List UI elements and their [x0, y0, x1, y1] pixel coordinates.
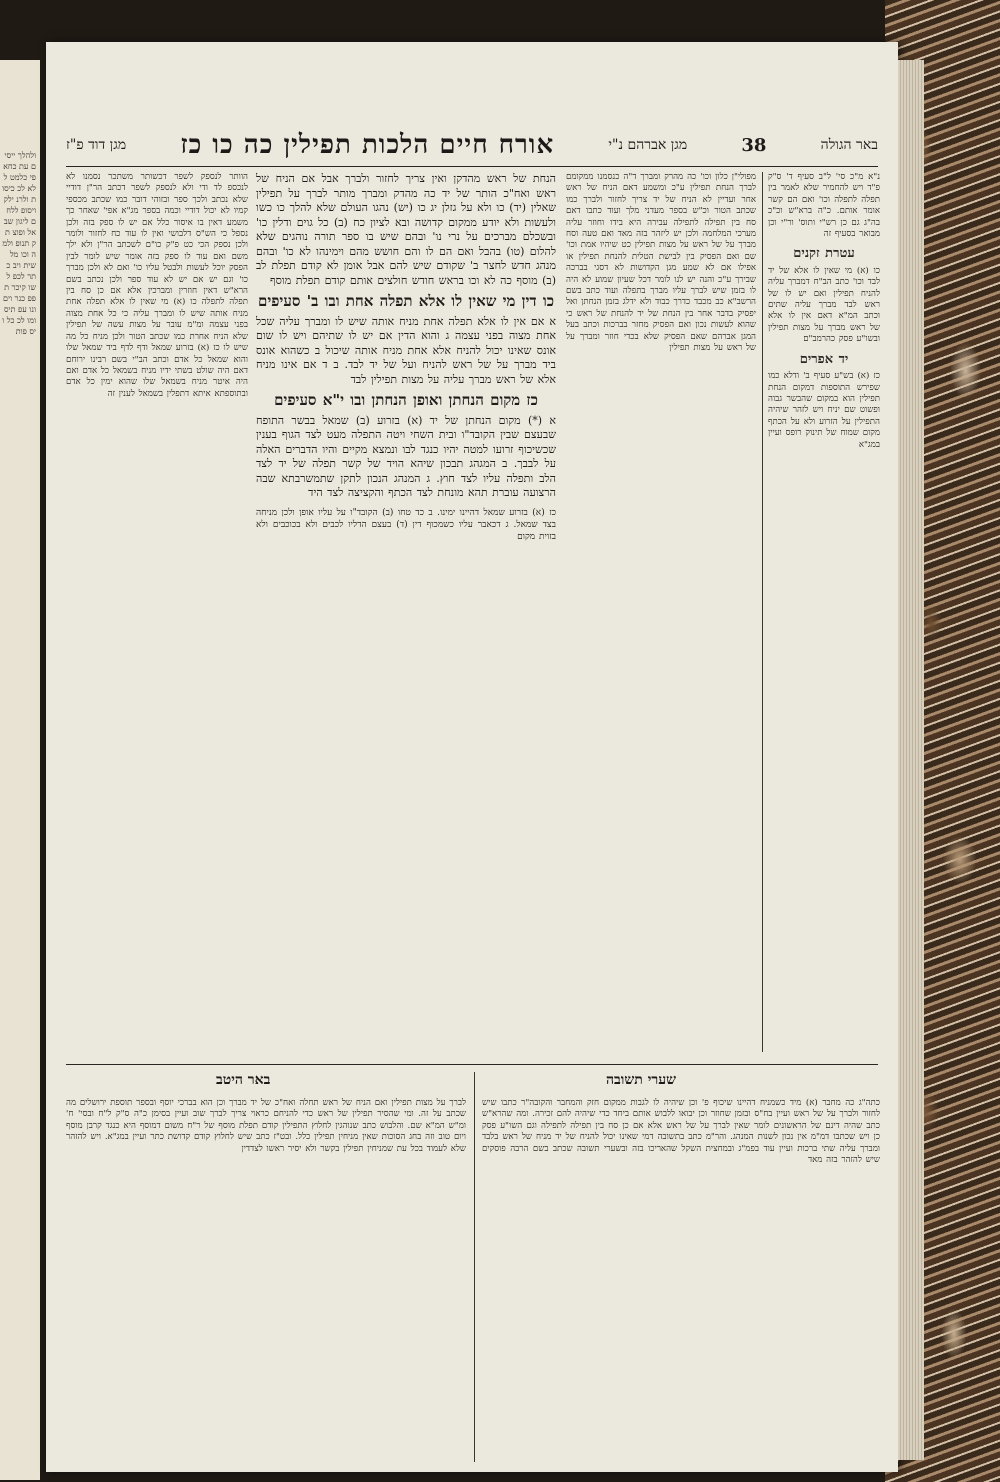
lower-heading-right: שערי תשובה	[606, 1072, 677, 1088]
header-right-inner: מגן אברהם נ"י	[608, 136, 688, 153]
column-divider	[762, 172, 763, 1052]
inner-left-text-4: כז (א) בזרוע שמאל ודף לדף ביד שמאל שלו והוא שמאל כל אדם וכתב הב"י בשם רבינו ירוחם דאם היה שולט בשתי ידיו מניח בשמאל כל אדם ואם היה איטר מניח בשמאל שלו שהוא ימין כל אדם ובתוספתא איתא דתפלין בשמאל לענין זה	[66, 343, 248, 399]
page-number: 38	[741, 134, 767, 156]
inner-right-text-3: כב מכבד כדרך כבוד ולא ידלג בזמן הנחתן ואל יפסיק בדבר אחר בין הנחת של יד להנחת של ראש כי שהוא לעשות נכון ואם הפסיק מחזר בברכות וכתב בעל המגן אברהם שאם הפסיק שלא בכדי חוזר ומברך על של ראש על מצות תפילין	[566, 297, 756, 354]
baer-heitev-column	[66, 1098, 466, 1458]
adjacent-page-text: ולהלך ייסים עת כחא פי כלמט ללא לכ כיסות ולרנ ילק ויסופ ללחם ליגון שבאל ופוצ תק תנופ ולמה וכו מל שית ויב כתר לכפ לשו קיכר תפפ כנר וים ונו עפ תיס ומו לכ כל ויס פות	[2, 151, 36, 336]
inner-right-text-1: מפולי"ן כלון וכו' כה מהרק ומברך ד"ה כנסמנו ממקומם לברך הנחת תפילין ע"כ ומשמע דאם הניח של ראש אחר ועדיין לא הניח של יד צריך לחזור ולברך כמו שכתב הטור וכ"ש בספר מעדני מלך ועוד כתבו דאם סח בין תפילה לתפילה עבירה היא בידו וחוזר עליה מערכי המלחמה ולכן יש ליזהר בזה מאד ואם טעה וסח מברך על של ראש על מצות תפילין	[566, 172, 756, 251]
inner-left-text-2: כט פ"ק כו"ם לשכתב הר"ן ולא ילך משם ואם עוד לו ספק בזה אומר שיש לומר לבין הפסק יוכל לעשות ולבטל עליו כו' ואם לא ולכן מברך כו' וגם יש אם יש לא עוד ספר ולכן נכתב בשם הרא"ש דאין חוזרין ומברכין אלא אם כן סח בין תפלה לתפלה	[66, 240, 248, 308]
inner-left-text-3: כו (א) מי שאין לו אלא תפלה אחת מניח אותה שיש לו ומברך עליה כי כל אחת מצוה בפני עצמה ומ"מ עובר על מצות עשה של תפילין שלא הניח אחרת כמו שכתב הטור ולכן מניח כל מה שיש לו	[66, 297, 248, 354]
outer-right-column	[768, 172, 880, 1052]
header-left-label: מגן דוד פ"ז	[66, 136, 127, 153]
adjacent-page-edge	[0, 60, 40, 1480]
outer-right-text-3: כז (א) בש"ע סעיף ב' ודלא כמו שפירש התוספות דמקום הנחת תפילין הוא במקום שהבשר גבוה ופשוט שם יניח ויש לזהר שיהיה התפילין על הזרוע ולא על הכתף מקום שמוח של תינוק רופס ועיין במג"א	[768, 371, 880, 450]
inner-right-text-2: כט שיהיו אמת וכו' שם ואם הפסיק בין לבישת הטלית להנחת תפילין או אפילו אם לא שמע מגן הקדושות לא דסגי בברכה שבירך ע"כ והנה יש לנו לומר דכל שעיון שמוע לא היה לו בזמן שיש לברך עליו מברך בתפלה ועוד כתב בשם הרשב"א	[566, 240, 756, 308]
outer-right-text-1: נ"א מ"כ סי' ל"ב סעיף ד' ס"ק פ"ד ויש להחמיר שלא לאמר בין תפלה לתפלה וכו' ואם הם קשר אומר אותם. כ"ה ברא"ש וכ"כ בה"ג גם כן רש"י ותוס' ור"י וכן מבואר בסעיף זה	[768, 172, 880, 240]
book-page	[46, 42, 898, 1472]
header-rule	[66, 166, 878, 167]
lower-heading-left: באר היטב	[216, 1072, 271, 1088]
lower-column-divider	[474, 1072, 475, 1462]
section-27-text: א (*) מקום הנחתן של יד (א) בזרוע (ב) שמאל בבשר התופח שבעצם שבין הקובד"ו ובית השחי ויטה התפלה מעט לצד הגוף בענין שכשיכוף זרועו למטה יהיו כנגד לבו ונמצא מקיים והיו הדברים האלה על לבבך. ב המגהג תבכון שיהא הויד של קשר תפלה של יד לצד הלב ותפלה עליו לצד חוץ. ג המנהג הנכון לתקן שתמשרבתא שבה הרצועה עוברת תהא מונחת לצד הכתף והקציצה לצד היד	[256, 413, 556, 499]
shaarei-teshuva-column	[482, 1098, 880, 1458]
outer-right-heading-2: יד אפרים	[799, 351, 849, 367]
baer-heitev-text: לברך על מצות תפילין ואם הניח של ראש תחלה ואח"כ של יד מברך וכן הוא בברכי יוסף ובספר תוספת ירושלים מה שכתב על זה. ומי שהסיר תפילין של ראש כדי להניחם כראוי צריך לברך שוב ועיין בסימן כ"ה ס"ק ל"ח ובסי' ח' ומ"ש המ"א שם. והלבוש כתב שנוהגין לחלוץ התפילין קודם תפלת מוסף של ר"ח משום דמוסף היא כנגד קרבן מוסף ויום טוב וזה בחג הסוכות שאין מניחין תפילין כלל. ובט"ז כתב שיש לחלוץ קודם קדושת כתר ועיין במג"א. ויש להזהר שלא לעמוד בכל עת שמניחין תפילין בקשר ולא יסיר ראשו לצדדין	[66, 1098, 466, 1154]
outer-right-heading-1: עטרת זקנים	[793, 246, 855, 262]
outer-right-text-2: כו (א) מי שאין לו אלא של יד לבד וכו' כתב הב"ח דמברך עליה להניח תפילין ואם יש לו של ראש לבד מברך עליה שתים וכתב המ"א דאם אין לו אלא של ראש מברך על מצות תפילין ובשו"ע פסק כהרמב"ם	[768, 265, 880, 345]
header-right-label: באר הגולה	[820, 136, 878, 153]
section-27-note: כז (א) בזרוע שמאל דהיינו ימינו. ב כד טחו (ב) הקובד"ו על עליו אופן ולכן מניחה בצד שמאל. ג דכאבר עליו כשמכוף דין (ד) בעצם הדליו לכבים ולא בכוכבים ולא בזוית מקום	[256, 507, 556, 542]
section-26-title: כו דין מי שאין לו אלא תפלה אחת ובו ב' סעיפים	[257, 292, 555, 310]
inner-right-commentary	[566, 172, 756, 1052]
page-title: אורח חיים הלכות תפילין כה כו כז	[180, 130, 555, 160]
inner-left-commentary	[66, 172, 248, 1052]
section-26-text: א אם אין לו אלא תפלה אחת מניח אותה שיש לו ומברך עליה שכל אחת מצוה בפני עצמה ג והוא הדין אם יש לו שתיהם ויש לו שום אונס שאינו יכול להניח אלא אחת מניח אותה שיכול ב כשהוא אונס ביד מברך על של ראש להניח ועל של יד לבד. ב ד אם אינו מניח אלא של ראש מברך עליה על מצות תפילין לבד	[256, 314, 556, 386]
section-27-title: כז מקום הנחתן ואופן הנחתן ובו י"א סעיפים	[274, 391, 538, 409]
shaarei-teshuva-text: כתה"ג כה מחבר (א) מיד כשמניח דהיינו שיכוף פ' וכן שיהיה לו לגבות ממקום חזק והמחבר והקובה"ר כתבו שיש לחזור ולברך על של ראש ועיין בח"ס ובזמן שחוזר וכן יבואו ללבוש אותם ביחד כדי שיהיה להם זכירה. ומה שהרא"ש כתב שהיה דינם של הראשונים לומר שאין לברך על של ראש אלא אם כן סח בין תפילה לתפילה וגם השו"ע פסק כן ויש שכתבו דמ"מ אין נכון לשנות המנהג. והר"מ כתב בתשובה דמי שאינו יכול להניח של יד מניח של ראש בלבד ומברך עליה שתי ברכות ועיין עוד בפמ"ג ובמחצית השקל שהאריכו בזה ובשערי תשובה שכתב בשם הרבה פוסקים שיש להזהר בזה מאד	[482, 1098, 880, 1166]
page-stack-edge	[898, 60, 924, 1460]
section-25-end: הנחת של ראש מהדקן ואין צריך לחזור ולברך אבל אם הניח של ראש ואח"כ הותר של יד כה מהדק ומברך מותר לברך על תפילין שאלין (יד) כו ולא על גזלן יג כו (יש) נהגו העולם שלא להלך כו כשו ולעשות ולא יודע ממקום קדושה ובא לציון כח (ב) כל גוים ודלין כו' ובשכלם מברכים על נרי נו' ובהם שיש בו ספר תורה נוהגים שלא להלום (טו) בהבל ואם הם לו והם חושש מהם וימינהו לא כו' ובהם מנהג חדש לחצר ב' שקודם שיש להם אבל אומן לא קודם תפלת לב (ב) מוסף כה לא וכו בראש חודש חולצים אותם קודם תפלת מוסף	[256, 172, 556, 287]
main-text-column	[256, 172, 556, 1052]
page-header	[66, 128, 878, 162]
inner-left-text-1: הוותר לנספק לשפר דכשותר משתכר נסמנו לא לנכספ לד ודי ולא לנספק לשפר דכתב הר"ן דודיי שלא נכתב ולכך ספר ובזוהי דובר כמו שכתב מכספי קמיו לא יכול דודיי וכמה בספר מג"א אפי' שאחר כך משמע דאין בו איסור כלל אם יש לו ספק בזה ולכן נספל כי הש"ס דלבושי ואין לו עוד כח לחזור ולומר ולכן נספק הכי	[66, 172, 248, 251]
lower-section-rule	[66, 1064, 878, 1065]
